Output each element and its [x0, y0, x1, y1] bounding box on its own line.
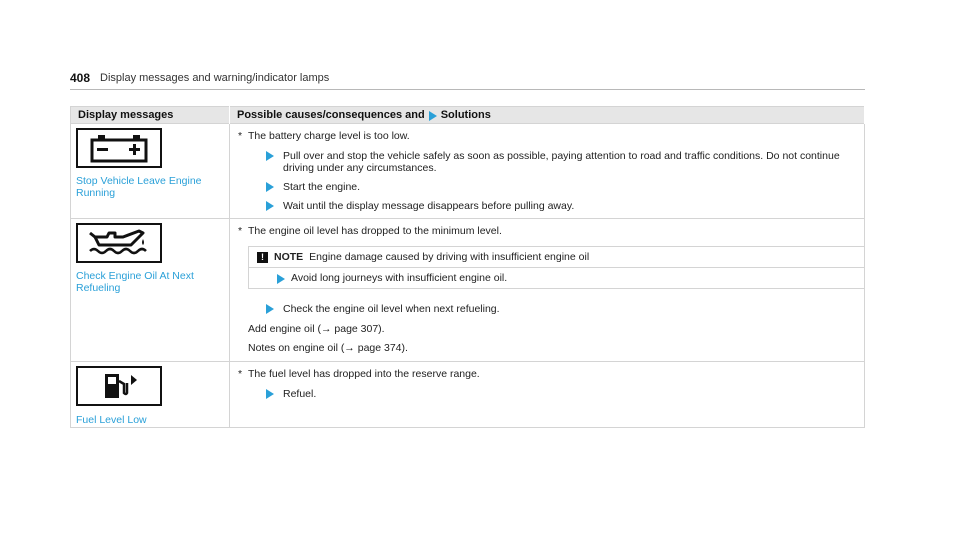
triangle-bullet-icon — [266, 389, 274, 399]
reference-text[interactable]: Add engine oil (→ page 307). — [248, 323, 385, 335]
page-number: 408 — [70, 71, 91, 85]
triangle-bullet-icon — [266, 304, 274, 314]
message-label[interactable]: Check Engine Oil At Next Refueling — [76, 270, 194, 294]
triangle-bullet-icon — [277, 274, 285, 284]
table-row — [71, 124, 865, 219]
solution-step: Refuel. — [266, 388, 854, 400]
header-solutions-label: Possible causes/consequences and — [237, 109, 425, 121]
table-header-row — [71, 107, 865, 124]
cause-text: * The engine oil level has dropped to the minimum level. — [238, 225, 502, 237]
triangle-bullet-icon — [266, 201, 274, 211]
triangle-bullet-icon — [266, 151, 274, 161]
table-row — [71, 362, 865, 428]
note-header — [249, 247, 864, 267]
header-solutions — [230, 107, 865, 124]
oil-can-icon — [76, 223, 162, 263]
table-row — [71, 219, 865, 362]
note-title: NOTE — [274, 251, 304, 263]
solution-cell — [230, 362, 865, 428]
header-solutions-suffix: Solutions — [440, 109, 491, 121]
cause-text: * The battery charge level is too low. — [238, 130, 410, 142]
cause-text: * The fuel level has dropped into the reserve range. — [238, 368, 480, 380]
note-text: Engine damage caused by driving with insufficient engine oil — [309, 251, 590, 263]
battery-icon — [76, 128, 162, 168]
message-label[interactable]: Stop Vehicle Leave Engine Running — [76, 175, 202, 199]
note-box — [248, 246, 865, 289]
message-cell — [71, 219, 230, 362]
triangle-bullet-icon — [429, 111, 437, 121]
message-label[interactable]: Fuel Level Low — [76, 414, 147, 426]
note-step: Avoid long journeys with insufficient engine oil. — [249, 267, 864, 288]
solution-cell — [230, 219, 865, 362]
solution-step: Start the engine. — [266, 181, 854, 193]
page-header — [70, 69, 865, 90]
solution-step: Wait until the display message disappears before pulling away. — [266, 200, 854, 212]
message-cell — [71, 124, 230, 219]
solution-cell — [230, 124, 865, 219]
warning-icon: ! — [257, 252, 268, 263]
solution-step: Pull over and stop the vehicle safely as soon as possible, paying attention to road and traffic conditions. Do not continue driving under any circumstances. — [266, 150, 854, 174]
triangle-bullet-icon — [266, 182, 274, 192]
display-messages-table — [70, 106, 865, 428]
fuel-pump-icon — [76, 366, 162, 406]
header-display-messages: Display messages — [71, 107, 230, 124]
solution-step: Check the engine oil level when next refueling. — [266, 303, 854, 315]
reference-text[interactable]: Notes on engine oil (→ page 374). — [248, 342, 408, 354]
page-title: Display messages and warning/indicator lamps — [100, 72, 330, 84]
message-cell — [71, 362, 230, 428]
